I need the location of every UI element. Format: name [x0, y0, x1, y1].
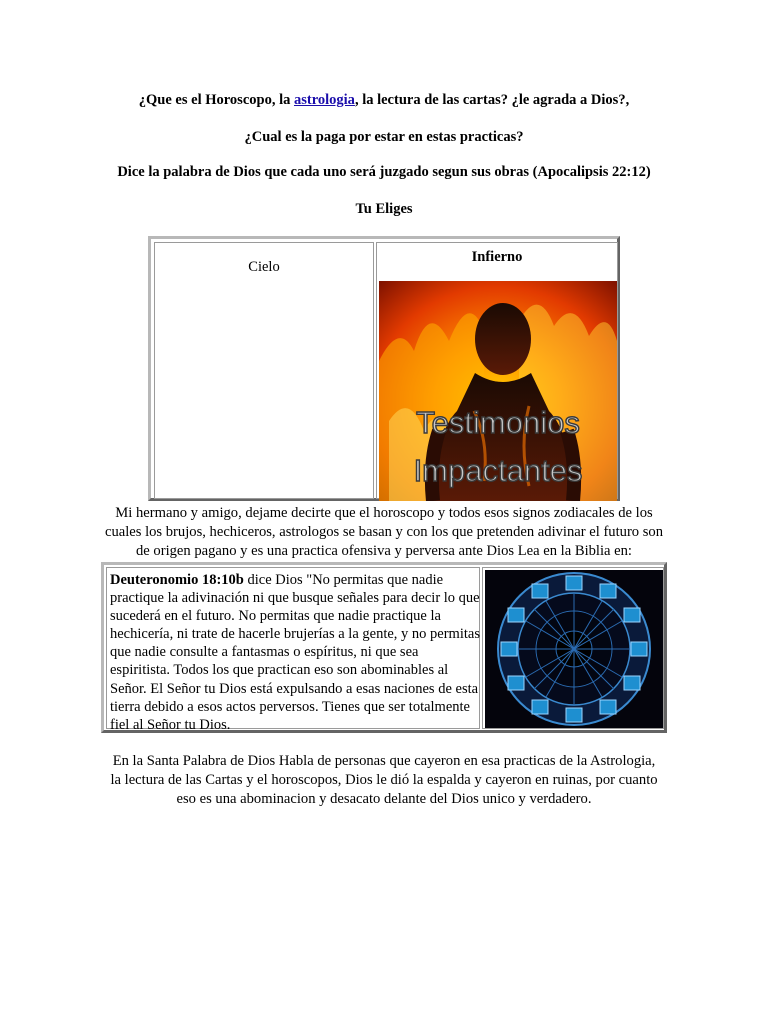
impactantes-text: Impactantes [413, 453, 583, 488]
cielo-cell [154, 242, 374, 499]
scripture-line: Dice la palabra de Dios que cada uno será juzgado segun sus obras (Apocalipsis 22:12) [117, 164, 651, 180]
deuteronomy-cell [106, 567, 480, 733]
cielo-label: Cielo [248, 259, 280, 275]
burning-figure-image [379, 281, 617, 501]
title-text-a: ¿Que es el Horoscopo, la [138, 92, 294, 108]
title-text-b: , la lectura de las cartas? ¿le agrada a Dios?, [354, 92, 630, 108]
title-line-1 [0, 92, 768, 109]
question-line: ¿Cual es la paga por estar en estas practicas? [244, 129, 524, 145]
astrologia-link[interactable]: astrologia [293, 92, 355, 108]
zodiac-cell [482, 567, 664, 729]
closing-paragraph: En la Santa Palabra de Dios Habla de personas que cayeron en esa practicas de la Astrologia, la lectura de las Cartas y el horoscopos, Dios le dió la espalda y cayeron en ruinas, por cuanto eso es una abominacion y desacato delante del Dios unico y verdadero. [110, 753, 658, 807]
zodiac-wheel-image [485, 570, 663, 728]
infierno-cell [376, 242, 618, 499]
testimonios-text: Testimonios [416, 405, 580, 440]
deuteronomy-table [101, 562, 667, 733]
deuteronomy-reference: Deuteronomio 18:10b [110, 572, 244, 588]
intro-paragraph: Mi hermano y amigo, dejame decirte que el horoscopo y todos esos signos zodiacales de los cuales los brujos, hechiceros, astrologos se basan y con los que pretenden adivinar el futuro son de origen pagano y es una practica ofensiva y perversa ante Dios Lea en la Biblia en: [104, 505, 664, 559]
deuteronomy-text: dice Dios "No permitas que nadie practique la adivinación ni que busque señales para decir lo que sucederá en el futuro. No permitas que nadie practique la hechicería, ni trate de hacerle brujerías a la gente, y no permitas que nadie consulte a fantasmas o espíritus, ni que sea espiritista. Todos los que practican eso son abominables al Señor. El Señor tu Dios está expulsando a esas naciones de esta tierra debido a esos actos perversos. Tienes que ser totalmente fiel al Señor tu Dios. [110, 572, 480, 733]
infierno-label: Infierno [471, 249, 523, 265]
choice-heading: Tu Eliges [355, 201, 413, 217]
heaven-hell-table [148, 236, 620, 501]
deuteronomy-quote [110, 571, 480, 734]
